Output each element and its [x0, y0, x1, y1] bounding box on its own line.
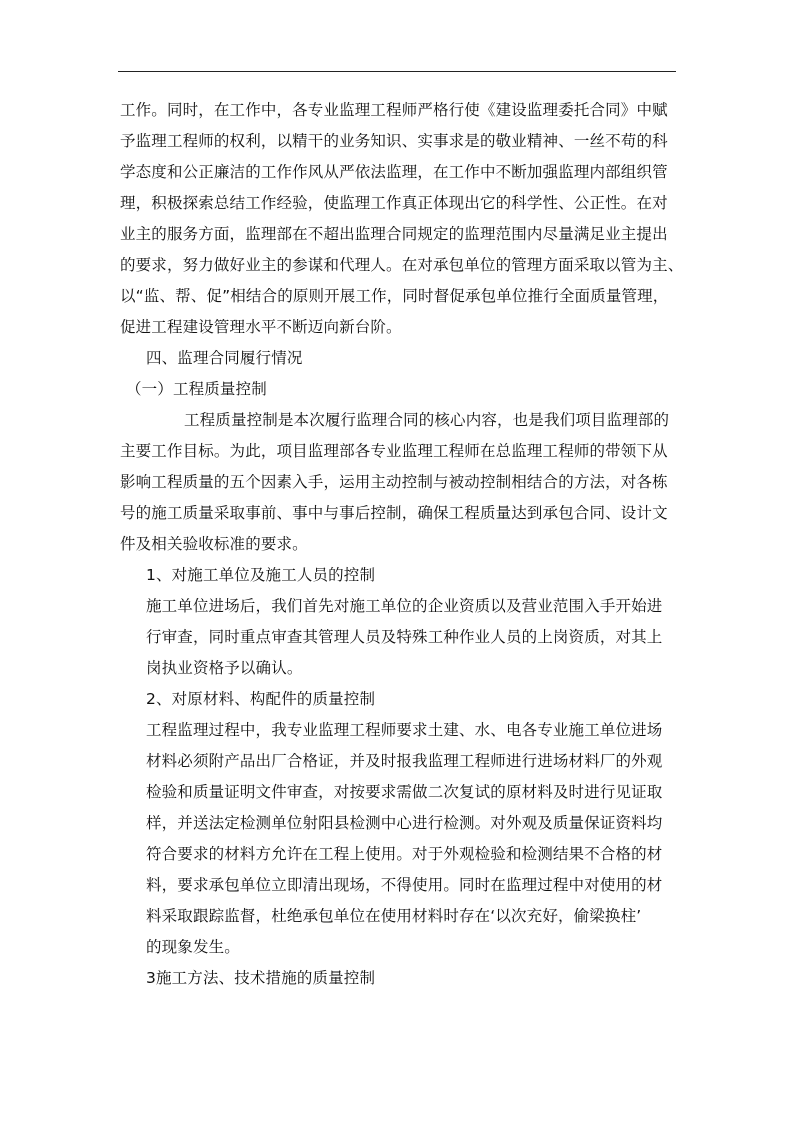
text-line: 促进工程建设管理水平不断迈向新台阶。 — [120, 318, 402, 336]
text-line: 学态度和公正廉洁的工作作风从严依法监理，在工作中不断加强监理内部组织管 — [120, 163, 668, 181]
document-body — [120, 95, 684, 994]
paragraph-materials-control — [120, 715, 680, 963]
paragraph-quality-control — [120, 405, 680, 560]
text-line: 工程质量控制是本次履行监理合同的核心内容，也是我们项目监理部的 — [184, 411, 670, 429]
text-line: 工程监理过程中，我专业监理工程师要求土建、水、电各专业施工单位进场 — [146, 721, 663, 739]
paragraph-contractor-control — [120, 591, 680, 684]
text-line: 材料必须附产品出厂合格证，并及时报我监理工程师进行进场材料厂的外观 — [146, 752, 663, 770]
text-line: 检验和质量证明文件审查，对按要求需做二次复试的原材料及时进行见证取 — [146, 783, 663, 801]
text-line: 岗执业资格予以确认。 — [146, 659, 303, 677]
item-heading: 2、对原材料、构配件的质量控制 — [146, 690, 376, 708]
text-line: 业主的服务方面，监理部在不超出监理合同规定的监理范围内尽量满足业主提出 — [120, 225, 668, 243]
text-line: 件及相关验收标准的要求。 — [120, 535, 308, 553]
paragraph-duties — [120, 95, 684, 343]
text-line: 主要工作目标。为此，项目监理部各专业监理工程师在总监理工程师的带领下从 — [120, 442, 668, 460]
item-heading: 3施工方法、技术措施的质量控制 — [146, 969, 376, 987]
text-line: 样，并送法定检测单位射阳县检测中心进行检测。对外观及质量保证资料均 — [146, 814, 663, 832]
text-line: 料，要求承包单位立即清出现场，不得使用。同时在监理过程中对使用的材 — [146, 876, 663, 894]
subsection-heading: （一）工程质量控制 — [126, 380, 267, 398]
text-line: 料采取跟踪监督，杜绝承包单位在使用材料时存在‘以次充好，偷梁换柱’ — [146, 907, 642, 925]
text-line: 的要求，努力做好业主的参谋和代理人。在对承包单位的管理方面采取以管为主、 — [120, 256, 684, 274]
text-line: 符合要求的材料方允许在工程上使用。对于外观检验和检测结果不合格的材 — [146, 845, 663, 863]
text-line: 号的施工质量采取事前、事中与事后控制，确保工程质量达到承包合同、设计文 — [120, 504, 668, 522]
text-line: 施工单位进场后，我们首先对施工单位的企业资质以及营业范围入手开始进 — [146, 597, 663, 615]
section-heading: 四、监理合同履行情况 — [146, 349, 303, 367]
text-line: 影响工程质量的五个因素入手，运用主动控制与被动控制相结合的方法，对各栋 — [120, 473, 668, 491]
text-line: 予监理工程师的权利，以精干的业务知识、实事求是的敬业精神、一丝不苟的科 — [120, 132, 668, 150]
text-line: 的现象发生。 — [146, 938, 240, 956]
item-heading: 1、对施工单位及施工人员的控制 — [146, 566, 376, 584]
text-line: 以“监、帮、促”相结合的原则开展工作，同时督促承包单位推行全面质量管理， — [120, 287, 669, 305]
header-rule — [118, 71, 676, 72]
text-line: 行审查，同时重点审查其管理人员及特殊工种作业人员的上岗资质，对其上 — [146, 628, 663, 646]
text-line: 工作。同时，在工作中，各专业监理工程师严格行使《建设监理委托合同》中赋 — [120, 101, 668, 119]
text-line: 理，积极探索总结工作经验，使监理工作真正体现出它的科学性、公正性。在对 — [120, 194, 668, 212]
